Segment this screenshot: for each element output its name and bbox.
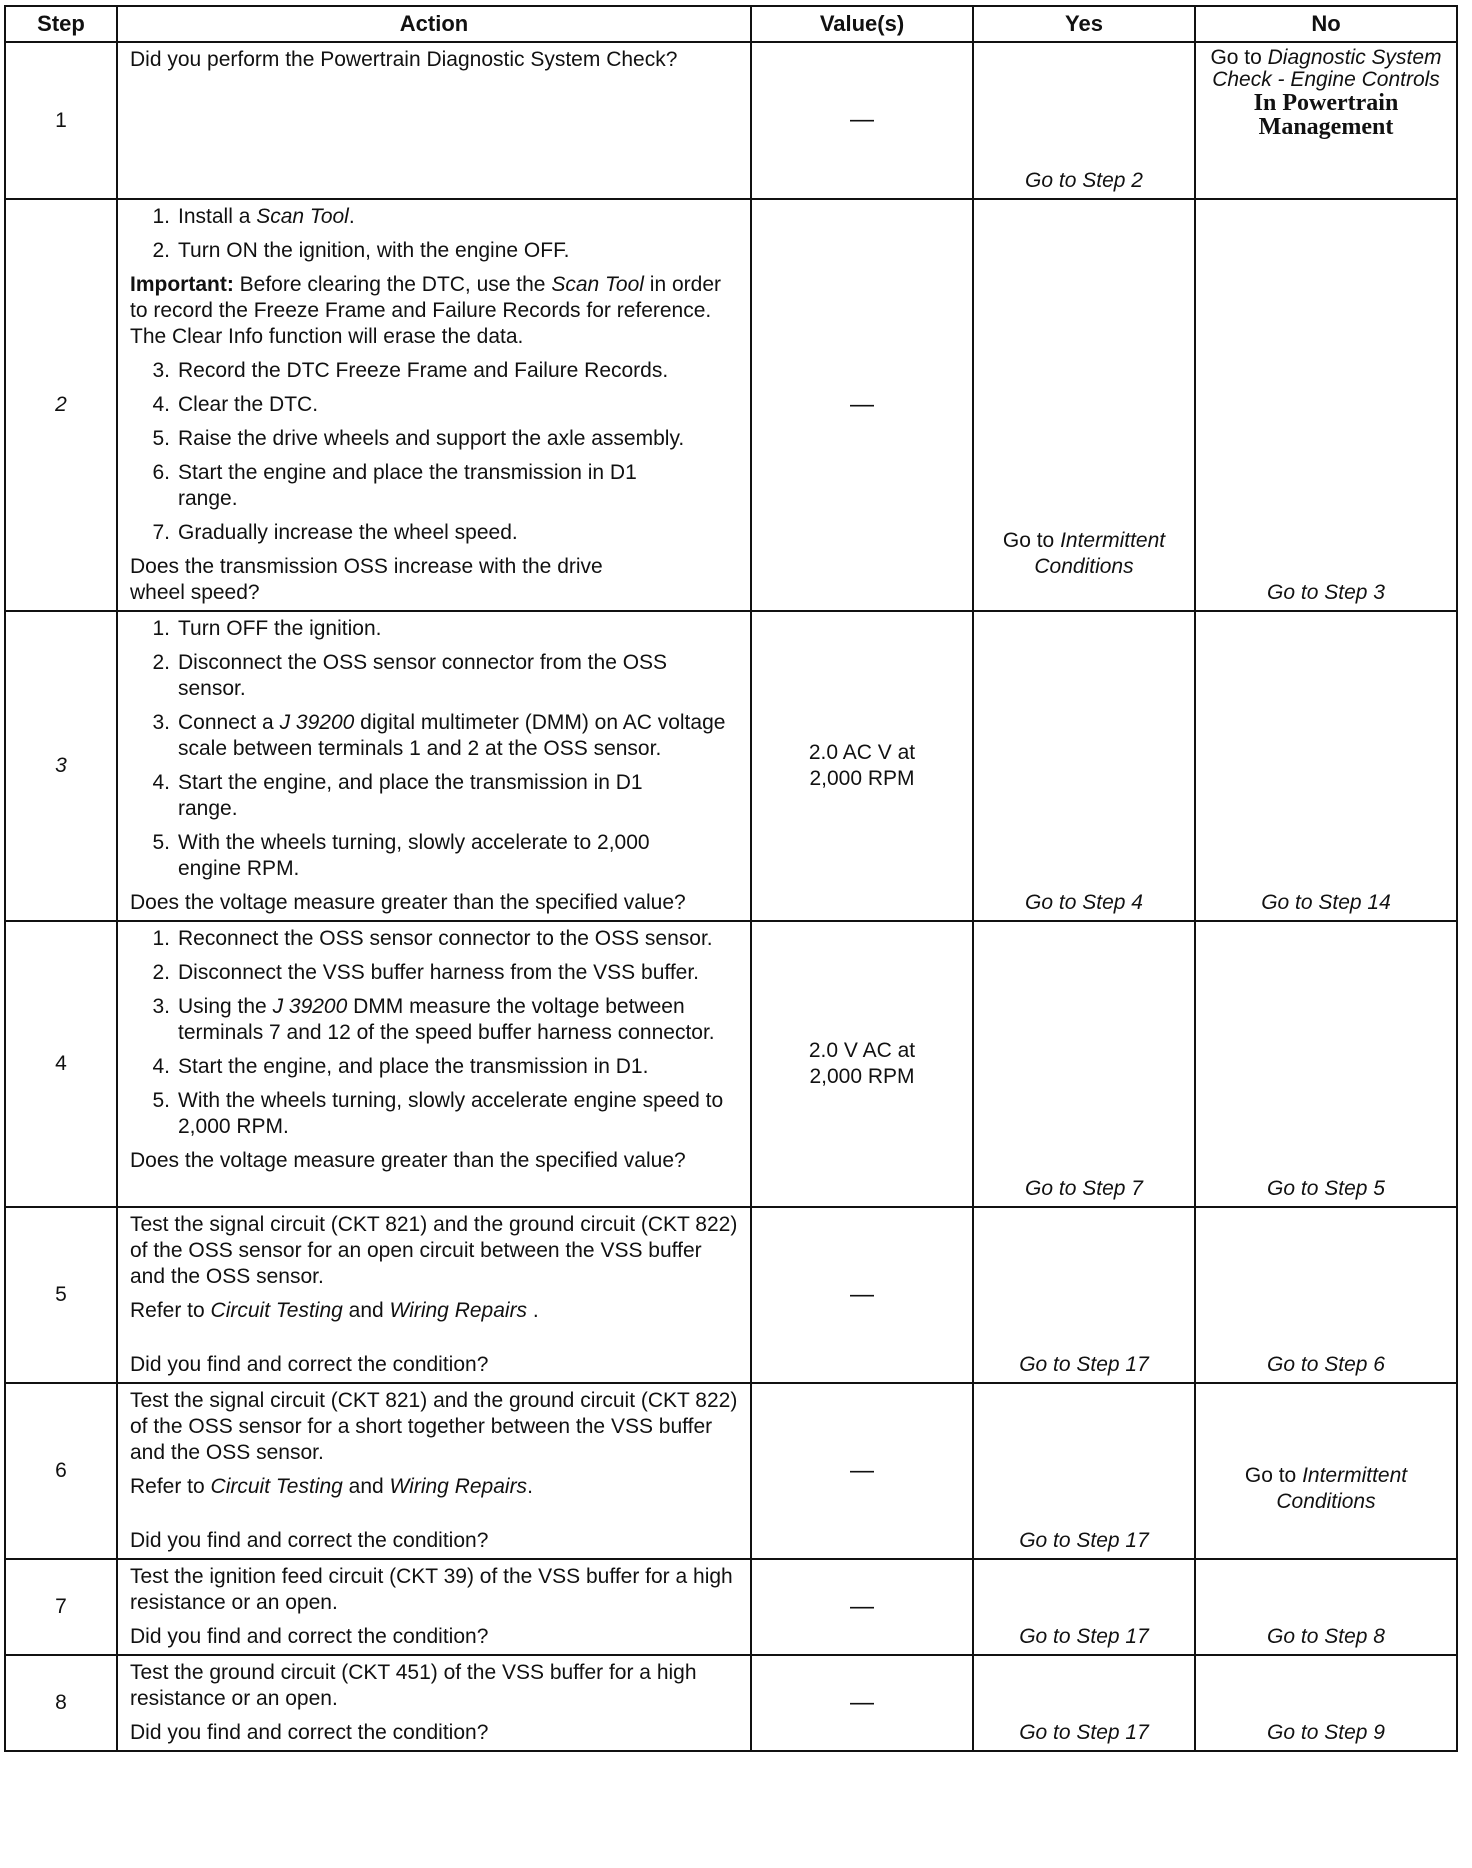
refer-text [130, 1474, 740, 1500]
yes-prefix: Go to [1002, 529, 1061, 552]
list-item-suffix: . [348, 205, 355, 228]
question-text: Did you perform the Powertrain Diagnostic System Check? [130, 48, 678, 71]
list-item-text: Gradually increase the wheel speed. [178, 521, 518, 544]
action-cell [117, 1559, 751, 1655]
yes-link[interactable]: Go to Step 17 [1019, 1529, 1149, 1552]
step-number: 2 [5, 199, 117, 611]
list-item-text: With the wheels turning, slowly accelerate engine speed to 2,000 RPM. [178, 1089, 724, 1138]
header-values: Value(s) [751, 6, 973, 42]
action-text: Test the signal circuit (CKT 821) and the ground circuit (CKT 822) of the OSS sensor for an open circuit between the VSS buffer and the OSS sensor. [130, 1213, 738, 1288]
step-number: 4 [5, 921, 117, 1207]
action-cell [117, 1655, 751, 1751]
step-number: 5 [5, 1207, 117, 1383]
list-item-text: Disconnect the OSS sensor connector from the OSS sensor. [178, 651, 668, 700]
circuit-testing-link[interactable]: Circuit Testing [210, 1475, 343, 1498]
no-cell [1195, 199, 1457, 611]
list-item-italic: J 39200 [272, 995, 348, 1018]
yes-cell [973, 611, 1195, 921]
important-note [130, 272, 740, 350]
diagnostic-table [4, 5, 1458, 1752]
value-dash: — [850, 1456, 874, 1484]
list-item-text: Disconnect the VSS buffer harness from the VSS buffer. [178, 961, 700, 984]
refer-prefix: Refer to [130, 1299, 211, 1322]
value-cell [751, 1559, 973, 1655]
table-row-step-4 [5, 921, 1457, 1207]
list-item: 3. Using the J 39200 DMM measure the voltage between terminals 7 and 12 of the speed buffer harness connector. [152, 995, 715, 1044]
action-text: Test the ground circuit (CKT 451) of the VSS buffer for a high resistance or an open. [130, 1661, 697, 1710]
no-link[interactable]: Go to Step 8 [1267, 1625, 1385, 1648]
value-cell [751, 199, 973, 611]
no-prefix: Go to [1244, 1464, 1303, 1487]
header-action: Action [117, 6, 751, 42]
wiring-repairs-link[interactable]: Wiring Repairs [389, 1475, 528, 1498]
yes-link[interactable]: Intermittent Conditions [1034, 529, 1166, 578]
important-text: Before clearing the DTC, use the [233, 273, 552, 296]
no-cell [1195, 1655, 1457, 1751]
refer-end: . [527, 1475, 533, 1498]
yes-link[interactable]: Go to Step 7 [1025, 1177, 1143, 1200]
yes-link[interactable]: Go to Step 17 [1019, 1625, 1149, 1648]
action-text: Test the signal circuit (CKT 821) and the ground circuit (CKT 822) of the OSS sensor for a short together between the VSS buffer and the OSS sensor. [130, 1389, 738, 1464]
action-cell [117, 1207, 751, 1383]
list-item-text: With the wheels turning, slowly accelerate to 2,000 engine RPM. [178, 831, 650, 880]
value-cell [751, 1655, 973, 1751]
table-row-step-5 [5, 1207, 1457, 1383]
refer-prefix: Refer to [130, 1475, 211, 1498]
circuit-testing-link[interactable]: Circuit Testing [210, 1299, 343, 1322]
list-item: 2. Turn ON the ignition, with the engine OFF. [130, 238, 740, 264]
important-italic: Scan Tool [551, 273, 644, 296]
no-cell [1195, 1207, 1457, 1383]
question-text: Did you find and correct the condition? [130, 1721, 489, 1744]
list-item: 1. Reconnect the OSS sensor connector to the OSS sensor. [130, 926, 740, 952]
no-link[interactable]: Go to Step 9 [1267, 1721, 1385, 1744]
no-cell [1195, 921, 1457, 1207]
action-cell [117, 199, 751, 611]
list-item: 4. Start the engine, and place the transmission in D1 range. [130, 770, 740, 822]
list-item-text: Using the [178, 995, 273, 1018]
yes-link[interactable]: Go to Step 17 [1019, 1721, 1149, 1744]
question-text: Did you find and correct the condition? [130, 1529, 489, 1552]
step-number: 8 [5, 1655, 117, 1751]
list-item-text: Start the engine, and place the transmission in D1 range. [178, 771, 643, 820]
value-cell [751, 611, 973, 921]
no-link[interactable]: Go to Step 6 [1267, 1353, 1385, 1376]
no-serif-text: In Powertrain Management [1253, 90, 1399, 140]
list-item-text: Turn ON the ignition, with the engine OFF. [178, 239, 570, 262]
step-number: 1 [5, 42, 117, 199]
no-cell [1195, 1559, 1457, 1655]
list-item: 4. Clear the DTC. [130, 392, 740, 418]
list-item: 7. Gradually increase the wheel speed. [130, 520, 740, 546]
question-text: Did you find and correct the condition? [130, 1625, 489, 1648]
question-text: Does the voltage measure greater than the specified value? [130, 891, 686, 914]
question-text: Does the voltage measure greater than the specified value? [130, 1149, 686, 1172]
yes-cell [973, 921, 1195, 1207]
refer-end: . [527, 1299, 539, 1322]
list-item: 1. Install a Scan Tool. [152, 205, 355, 228]
important-text: in order to record the Freeze Frame and Failure Records for reference. The Clear Info function will erase the data. [130, 273, 721, 348]
header-row [5, 6, 1457, 42]
table-row-step-8 [5, 1655, 1457, 1751]
action-text: Test the ignition feed circuit (CKT 39) of the VSS buffer for a high resistance or an open. [130, 1565, 733, 1614]
action-cell [117, 42, 751, 199]
table-row-step-2 [5, 199, 1457, 611]
list-item-text: DMM measure the voltage between terminals 7 and 12 of the speed buffer harness connector. [178, 995, 715, 1044]
yes-cell [973, 1207, 1195, 1383]
list-item: 5. With the wheels turning, slowly accelerate engine speed to 2,000 RPM. [130, 1088, 740, 1140]
question-text: Did you find and correct the condition? [130, 1353, 489, 1376]
no-link[interactable]: Intermittent Conditions [1276, 1464, 1408, 1513]
list-item: 5. Raise the drive wheels and support the axle assembly. [130, 426, 740, 452]
value-cell [751, 1383, 973, 1559]
yes-cell [973, 1559, 1195, 1655]
important-label: Important: [130, 273, 234, 296]
yes-link[interactable]: Go to Step 2 [1025, 169, 1143, 192]
list-item-text: Turn OFF the ignition. [178, 617, 382, 640]
wiring-repairs-link[interactable]: Wiring Repairs [389, 1299, 528, 1322]
no-link[interactable]: Go to Step 5 [1267, 1177, 1385, 1200]
spec-value: 2.0 AC V at 2,000 RPM [808, 741, 916, 790]
list-item-text: Clear the DTC. [178, 393, 319, 416]
list-item-italic: J 39200 [279, 711, 355, 734]
refer-and: and [342, 1475, 390, 1498]
list-item: 3. Record the DTC Freeze Frame and Failure Records. [130, 358, 740, 384]
action-cell [117, 921, 751, 1207]
table-row-step-1 [5, 42, 1457, 199]
step-number: 3 [5, 611, 117, 921]
list-item-text: Start the engine, and place the transmission in D1. [178, 1055, 649, 1078]
value-cell [751, 921, 973, 1207]
table-row-step-7 [5, 1559, 1457, 1655]
header-yes: Yes [973, 6, 1195, 42]
no-cell [1195, 611, 1457, 921]
header-step: Step [5, 6, 117, 42]
list-item-italic: Scan Tool [256, 205, 349, 228]
list-item-text: Connect a [178, 711, 280, 734]
value-dash: — [850, 390, 874, 418]
list-item-text: Raise the drive wheels and support the axle assembly. [178, 427, 685, 450]
action-cell [117, 611, 751, 921]
action-cell [117, 1383, 751, 1559]
yes-cell [973, 1383, 1195, 1559]
yes-cell [973, 1655, 1195, 1751]
list-item-text: Install a [178, 205, 257, 228]
list-item: 1. Turn OFF the ignition. [130, 616, 740, 642]
step-number: 6 [5, 1383, 117, 1559]
no-link[interactable]: Diagnostic System Check - Engine Controls [1212, 46, 1442, 91]
value-cell [751, 1207, 973, 1383]
header-no: No [1195, 6, 1457, 42]
list-item-text: digital multimeter (DMM) on AC voltage scale between terminals 1 and 2 at the OSS sensor. [178, 711, 726, 760]
yes-cell [973, 42, 1195, 199]
value-dash: — [850, 1688, 874, 1716]
table-row-step-6 [5, 1383, 1457, 1559]
spec-value: 2.0 V AC at 2,000 RPM [808, 1039, 916, 1088]
yes-link[interactable]: Go to Step 4 [1025, 891, 1143, 914]
list-item-text: Record the DTC Freeze Frame and Failure Records. [178, 359, 669, 382]
list-item-text: Start the engine and place the transmission in D1 range. [178, 461, 637, 510]
refer-text [130, 1298, 740, 1324]
list-item: 3. Connect a J 39200 digital multimeter (DMM) on AC voltage scale between terminals 1 and 2 at the OSS sensor. [152, 711, 726, 760]
no-link[interactable]: Go to Step 14 [1261, 891, 1391, 914]
value-dash: — [850, 1592, 874, 1620]
list-item: 4. Start the engine, and place the transmission in D1. [130, 1054, 740, 1080]
no-link[interactable]: Go to Step 3 [1267, 581, 1385, 604]
value-dash: — [850, 1280, 874, 1308]
list-item: 6. Start the engine and place the transmission in D1 range. [130, 460, 740, 512]
list-item: 2. Disconnect the OSS sensor connector from the OSS sensor. [130, 650, 740, 702]
yes-cell [973, 199, 1195, 611]
value-dash: — [850, 106, 874, 133]
no-cell [1195, 1383, 1457, 1559]
question-text: Does the transmission OSS increase with the drive wheel speed? [130, 555, 603, 604]
list-item: 5. With the wheels turning, slowly accelerate to 2,000 engine RPM. [130, 830, 740, 882]
yes-link[interactable]: Go to Step 17 [1019, 1353, 1149, 1376]
list-item-text: Reconnect the OSS sensor connector to the OSS sensor. [178, 927, 713, 950]
no-cell [1195, 42, 1457, 199]
table-row-step-3 [5, 611, 1457, 921]
step-number: 7 [5, 1559, 117, 1655]
refer-and: and [342, 1299, 390, 1322]
list-item: 2. Disconnect the VSS buffer harness from the VSS buffer. [130, 960, 740, 986]
value-cell [751, 42, 973, 199]
no-prefix: Go to [1210, 46, 1268, 69]
